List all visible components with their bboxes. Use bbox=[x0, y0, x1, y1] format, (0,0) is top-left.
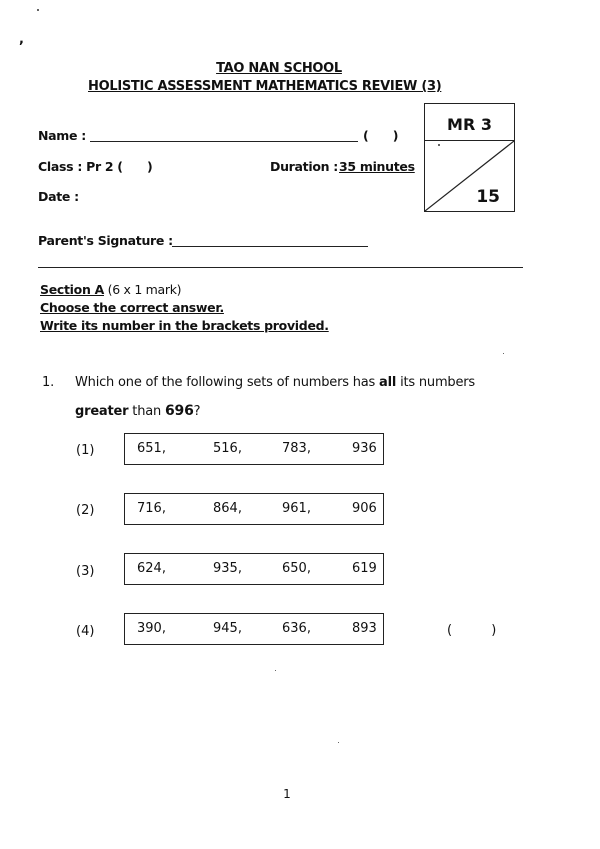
option-4-label: (4) bbox=[76, 624, 95, 639]
option-number: 961, bbox=[282, 501, 311, 516]
option-number: 619 bbox=[352, 561, 377, 576]
option-number: 651, bbox=[137, 441, 166, 456]
name-line[interactable] bbox=[90, 141, 358, 142]
assessment-title: HOLISTIC ASSESSMENT MATHEMATICS REVIEW (3) bbox=[88, 79, 442, 94]
score-box bbox=[424, 103, 515, 212]
option-1-box[interactable] bbox=[124, 433, 384, 465]
option-2-label: (2) bbox=[76, 503, 95, 518]
parent-signature-label: Parent's Signature : bbox=[38, 233, 173, 248]
name-brackets: ( ) bbox=[363, 128, 399, 143]
question-text-line1: Which one of the following sets of numbers has all its numbers bbox=[75, 375, 476, 390]
date-label: Date : bbox=[38, 189, 79, 204]
section-heading bbox=[40, 282, 181, 297]
option-number: 390, bbox=[137, 621, 166, 636]
option-number: 650, bbox=[282, 561, 311, 576]
header-divider bbox=[38, 267, 523, 268]
page-number: 1 bbox=[283, 787, 291, 801]
instruction-choose: Choose the correct answer. bbox=[40, 300, 224, 315]
stray-comma: , bbox=[19, 32, 24, 47]
stray-mark bbox=[275, 670, 276, 671]
stray-mark bbox=[338, 742, 339, 743]
option-1-label: (1) bbox=[76, 443, 95, 458]
option-number: 716, bbox=[137, 501, 166, 516]
signature-line[interactable] bbox=[172, 246, 368, 247]
option-number: 636, bbox=[282, 621, 311, 636]
section-name: Section A bbox=[40, 282, 104, 297]
option-number: 945, bbox=[213, 621, 242, 636]
answer-brackets[interactable]: ( ) bbox=[447, 623, 497, 638]
stray-mark bbox=[438, 144, 440, 146]
option-number: 783, bbox=[282, 441, 311, 456]
section-marks: (6 x 1 mark) bbox=[107, 282, 182, 297]
name-label: Name : bbox=[38, 128, 86, 143]
stray-mark bbox=[503, 353, 504, 354]
option-number: 936 bbox=[352, 441, 377, 456]
option-number: 864, bbox=[213, 501, 242, 516]
stray-mark bbox=[37, 9, 39, 11]
duration-label: Duration : bbox=[270, 159, 338, 174]
score-box-code: MR 3 bbox=[447, 115, 492, 134]
duration-value: 35 minutes bbox=[339, 159, 415, 174]
option-4-box[interactable] bbox=[124, 613, 384, 645]
option-number: 893 bbox=[352, 621, 377, 636]
option-2-box[interactable] bbox=[124, 493, 384, 525]
question-number: 1. bbox=[42, 375, 55, 390]
option-number: 906 bbox=[352, 501, 377, 516]
school-name: TAO NAN SCHOOL bbox=[216, 61, 342, 76]
option-number: 516, bbox=[213, 441, 242, 456]
score-total: 15 bbox=[476, 187, 500, 207]
option-number: 624, bbox=[137, 561, 166, 576]
option-3-box[interactable] bbox=[124, 553, 384, 585]
instruction-write: Write its number in the brackets provided. bbox=[40, 318, 329, 333]
class-label: Class : Pr 2 ( ) bbox=[38, 159, 153, 174]
question-text-line2: greater than 696? bbox=[75, 403, 201, 419]
option-3-label: (3) bbox=[76, 564, 95, 579]
score-diagonal bbox=[425, 141, 514, 211]
option-number: 935, bbox=[213, 561, 242, 576]
